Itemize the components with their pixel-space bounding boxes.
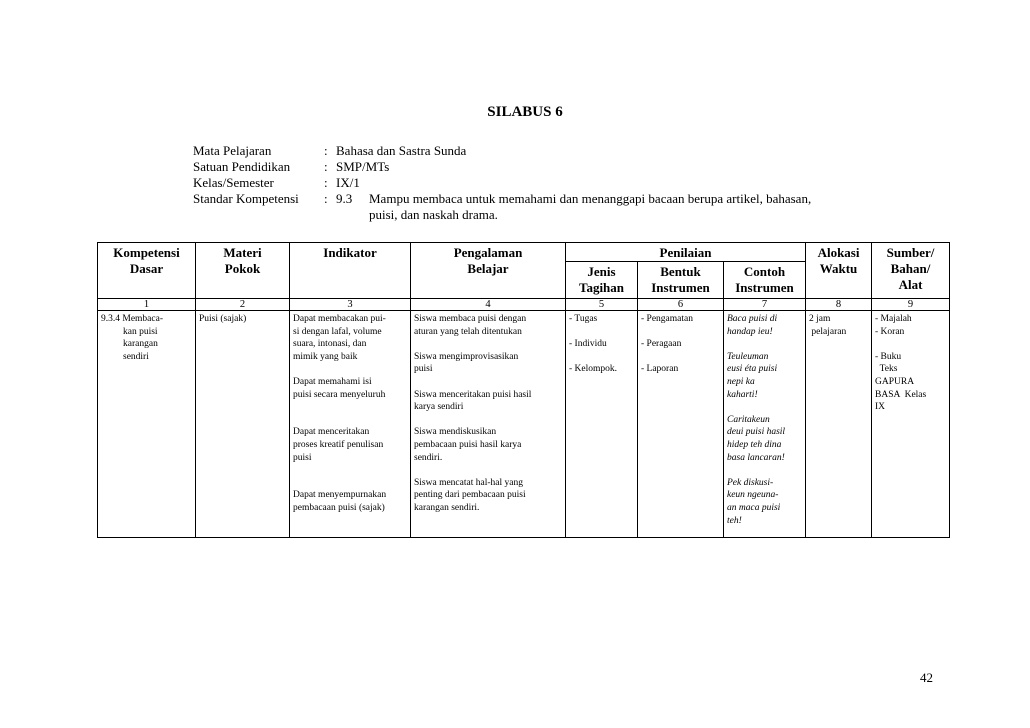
header-line: Tagihan — [578, 280, 625, 295]
header-kompetensi-dasar — [98, 243, 196, 299]
cell-line: sendiri — [123, 351, 149, 362]
cell-line: - Buku — [875, 351, 902, 362]
column-number: 8 — [806, 299, 872, 311]
header-pengalaman-belajar — [411, 243, 566, 299]
cell-line: GAPURA — [875, 376, 915, 387]
cell-line: aturan yang telah ditentukan — [414, 326, 522, 337]
cell-line: Dapat membacakan pui- — [293, 314, 386, 324]
standar-kompetensi-text — [369, 191, 909, 223]
column-number: 5 — [566, 299, 638, 311]
header-line: Bahan/ — [890, 261, 931, 276]
cell-line: karangan sendiri. — [414, 502, 480, 513]
cell-line: Teuleuman — [727, 351, 769, 362]
cell-line: Dapat menceritakan — [293, 427, 370, 438]
column-number: 4 — [411, 299, 566, 311]
cell-line: - Majalah — [875, 314, 912, 324]
page-number: 42 — [920, 670, 933, 685]
cell-line: 2 jam — [809, 314, 831, 324]
cell-line: an maca puisi — [727, 502, 781, 513]
cell-line: - Tugas — [569, 314, 598, 324]
cell-line: basa lancaran! — [727, 452, 785, 463]
header-bentuk-instrumen — [638, 262, 724, 299]
cell-line: proses kreatif penulisan — [293, 439, 384, 450]
header-line: Contoh — [743, 264, 786, 279]
cell-line: penting dari pembacaan puisi — [414, 490, 526, 501]
cell-line: Siswa mengimprovisasikan — [414, 351, 519, 362]
cell-line: karya sendiri — [414, 402, 464, 413]
column-number: 7 — [724, 299, 806, 311]
header-line: Jenis — [587, 264, 616, 279]
cell-pengalaman — [411, 311, 566, 538]
cell-line: sendiri. — [414, 452, 443, 463]
meta-label: Kelas/Semester — [193, 175, 274, 190]
cell-line: pembacaan puisi (sajak) — [293, 502, 385, 513]
column-number: 9 — [872, 299, 950, 311]
header-line: Alat — [898, 277, 923, 292]
cell-materi — [196, 311, 290, 538]
cell-line: si dengan lafal, volume — [293, 326, 382, 337]
cell-line: puisi — [414, 364, 433, 375]
cell-jenis-tagihan — [566, 311, 638, 538]
header-line: Instrumen — [735, 280, 794, 295]
header-line: Bentuk — [660, 264, 701, 279]
document-title: SILABUS 6 — [487, 104, 563, 120]
cell-line: pembacaan puisi hasil karya — [414, 439, 522, 450]
header-line: Pokok — [224, 261, 261, 276]
sk-line: Mampu membaca untuk memahami dan menanggapi bacaan berupa artikel, bahasan, — [369, 191, 812, 206]
header-sumber-bahan-alat — [872, 243, 950, 299]
header-line: Sumber/ — [886, 245, 935, 260]
column-number: 3 — [290, 299, 411, 311]
header-alokasi-waktu — [806, 243, 872, 299]
sk-line: puisi, dan naskah drama. — [369, 207, 498, 222]
cell-line: nepi ka — [727, 376, 755, 387]
cell-line: Caritakeun — [727, 414, 770, 425]
meta-value: Bahasa dan Sastra Sunda — [336, 143, 467, 158]
cell-line: karangan — [123, 339, 158, 350]
cell-line: - Laporan — [641, 364, 679, 375]
header-jenis-tagihan — [566, 262, 638, 299]
cell-line: suara, intonasi, dan — [293, 339, 367, 350]
cell-line: Siswa menceritakan puisi hasil — [414, 389, 532, 400]
header-materi-pokok — [196, 243, 290, 299]
meta-value: IX/1 — [336, 175, 360, 190]
cell-line: puisi secara menyeluruh — [293, 389, 386, 400]
standar-kompetensi-number: 9.3 — [336, 191, 353, 206]
cell-line: handap ieu! — [727, 326, 773, 337]
cell-line: eusi éta puisi — [727, 364, 778, 375]
cell-line: keun ngeuna- — [727, 490, 779, 501]
cell-line: kan puisi — [123, 326, 158, 337]
cell-line: pelajaran — [809, 326, 847, 337]
cell-line: Siswa mendiskusikan — [414, 427, 497, 438]
header-line: Alokasi — [817, 245, 860, 260]
cell-line: Baca puisi di — [727, 314, 778, 324]
column-number: 1 — [98, 299, 196, 311]
cell-line: puisi — [293, 452, 312, 463]
cell-line: - Koran — [875, 326, 905, 337]
cell-line: mimik yang baik — [293, 351, 358, 362]
cell-line: Siswa membaca puisi dengan — [414, 314, 527, 324]
header-line: Waktu — [819, 261, 858, 276]
header-contoh-instrumen — [724, 262, 806, 299]
cell-line: Teks — [875, 364, 898, 375]
cell-line: Dapat menyempurnakan — [293, 490, 387, 501]
meta-colon: : — [324, 175, 328, 190]
column-number-row — [98, 299, 950, 311]
cell-line: hidep teh dina — [727, 439, 782, 450]
header-line: Materi — [223, 245, 262, 260]
cell-line: Puisi (sajak) — [199, 314, 247, 324]
cell-line: IX — [875, 402, 886, 413]
table-row — [98, 311, 950, 538]
cell-kompetensi — [98, 311, 196, 538]
cell-line: Pek diskusi- — [727, 477, 774, 488]
meta-label: Satuan Pendidikan — [193, 159, 291, 174]
cell-line: Dapat memahami isi — [293, 376, 372, 387]
header-row — [98, 243, 950, 262]
header-line: Instrumen — [651, 280, 710, 295]
cell-line: - Peragaan — [641, 339, 682, 350]
cell-line: - Pengamatan — [641, 314, 693, 324]
cell-indikator — [290, 311, 411, 538]
cell-line: kaharti! — [727, 389, 758, 400]
cell-line: - Individu — [569, 339, 607, 350]
header-line: Dasar — [129, 261, 164, 276]
header-line: Kompetensi — [113, 245, 180, 260]
header-line: Belajar — [467, 261, 509, 276]
cell-line: 9.3.4 Membaca- — [101, 314, 163, 324]
cell-line: Siswa mencatat hal-hal yang — [414, 477, 523, 488]
cell-line: BASA Kelas — [875, 389, 927, 400]
meta-label: Standar Kompetensi — [193, 191, 299, 206]
cell-line: deui puisi hasil — [727, 427, 786, 438]
cell-line: - Kelompok. — [569, 364, 618, 375]
cell-contoh-instrumen — [724, 311, 806, 538]
meta-colon: : — [324, 159, 328, 174]
meta-label: Mata Pelajaran — [193, 143, 272, 158]
syllabus-table — [97, 242, 950, 538]
meta-colon: : — [324, 143, 328, 158]
meta-value: SMP/MTs — [336, 159, 390, 174]
column-number: 6 — [638, 299, 724, 311]
meta-colon: : — [324, 191, 328, 206]
cell-line: teh! — [727, 515, 742, 526]
cell-sumber — [872, 311, 950, 538]
column-number: 2 — [196, 299, 290, 311]
cell-bentuk-instrumen — [638, 311, 724, 538]
header-penilaian: Penilaian — [566, 243, 806, 262]
header-line: Pengalaman — [453, 245, 523, 260]
header-indikator: Indikator — [290, 243, 411, 299]
cell-alokasi-waktu — [806, 311, 872, 538]
